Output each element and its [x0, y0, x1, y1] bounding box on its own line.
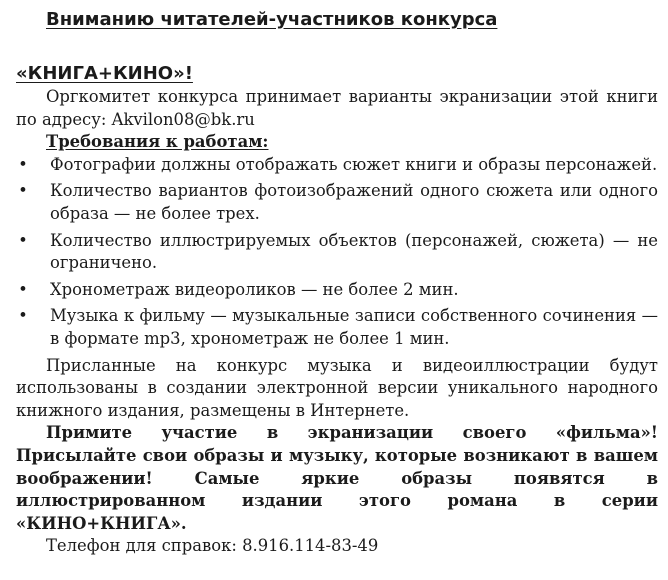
bullet-icon: • — [18, 306, 28, 326]
bullet-icon: • — [18, 230, 28, 250]
requirement-text: Хронометраж видеороликов — не более 2 мин. — [50, 279, 459, 299]
requirement-item — [16, 180, 658, 225]
contest-title: «КНИГА+КИНО»! — [16, 63, 193, 84]
requirements-list — [16, 154, 658, 351]
requirement-item — [16, 279, 658, 302]
notice-heading — [46, 8, 658, 32]
requirement-text: Количество иллюстрируемых объектов (персонажей, сюжета) — не ограничено. — [50, 230, 658, 273]
usage-paragraph: Присланные на конкурс музыка и видеоиллюстрации будут использованы в создании электронной версии уникального народного книжного издания, размещены в Интернете. — [16, 355, 658, 420]
bullet-icon: • — [18, 181, 28, 201]
requirement-item — [16, 305, 658, 350]
requirement-text: Музыка к фильму — музыкальные записи собственного сочинения — в формате mp3, хронометраж не более 1 мин. — [50, 306, 658, 348]
requirement-text: Фотографии должны отображать сюжет книги и образы персонажей. — [50, 154, 658, 174]
bullet-icon: • — [18, 154, 28, 174]
bullet-icon: • — [18, 279, 28, 299]
notice-heading-text: Вниманию читателей-участников конкурса — [46, 9, 498, 30]
phone-line: Телефон для справок: 8.916.114-83-49 — [46, 536, 379, 556]
intro-paragraph: Оргкомитет конкурса принимает варианты экранизации этой книги по адресу: Akvilon08@bk.ru — [16, 87, 658, 129]
requirement-text: Количество вариантов фотоизображений одного сюжета или одного образа — не более трех. — [50, 181, 658, 223]
spacer — [16, 32, 658, 62]
requirement-item — [16, 230, 658, 275]
call-to-action: Примите участие в экранизации своего «фильма»! Присылайте свои образы и музыку, которые возникают в вашем воображении! Самые яркие образы появятся в иллюстрированном издании этого романа в серии «КИНО+КНИГА». — [16, 423, 658, 533]
requirement-item — [16, 154, 658, 177]
requirements-heading: Требования к работам: — [46, 132, 269, 152]
